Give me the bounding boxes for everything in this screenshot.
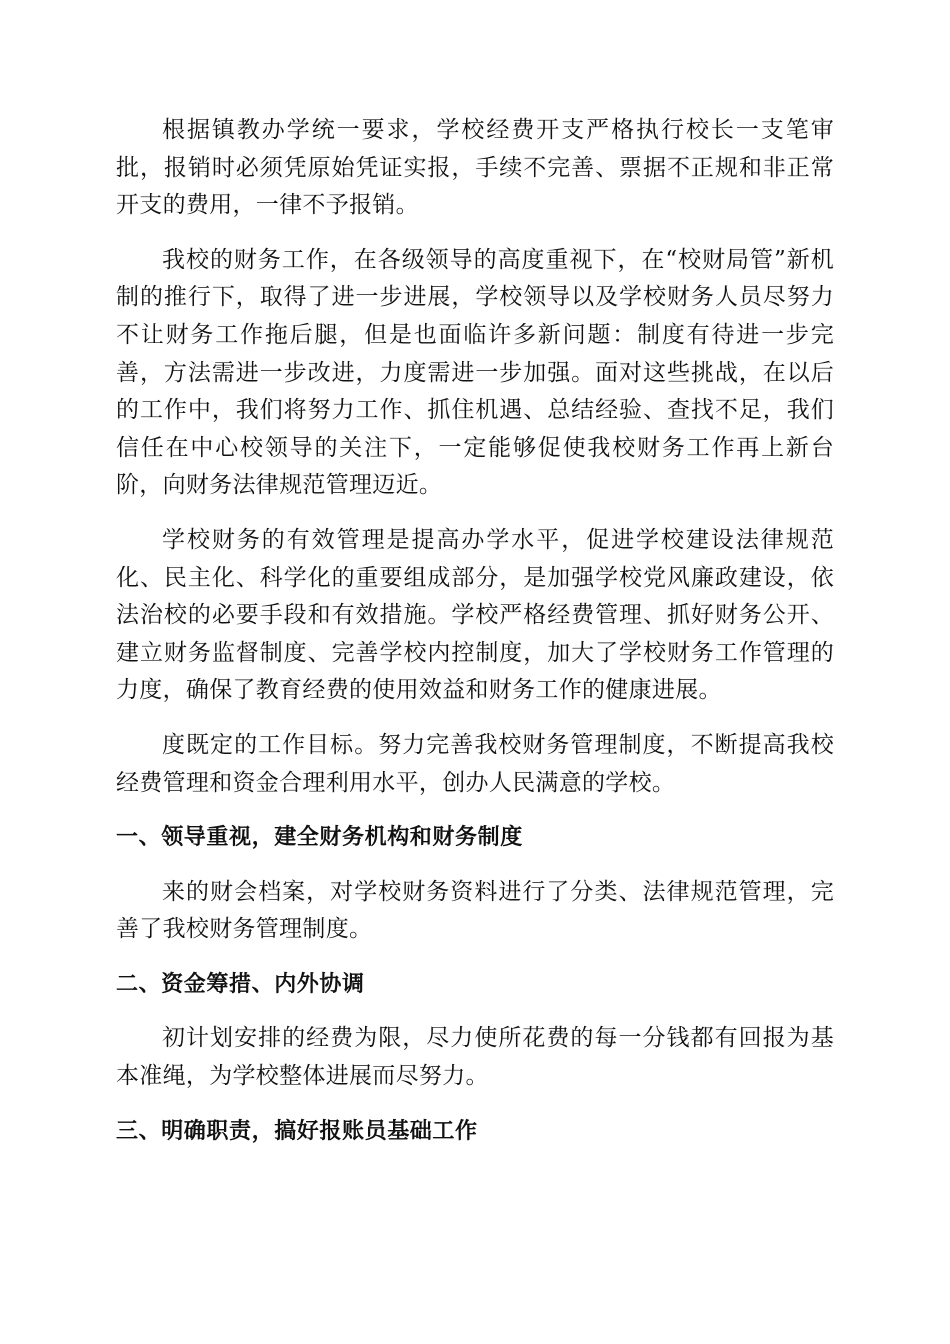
section-heading-3: 三、明确职责，搞好报账员基础工作 [116, 1118, 478, 1144]
paragraph-accounting-archives: 来的财会档案，对学校财务资料进行了分类、法律规范管理，完善了我校财务管理制度。 [116, 878, 834, 943]
paragraph-work-goals: 度既定的工作目标。努力完善我校财务管理制度，不断提高我校经费管理和资金合理利用水平，创办人民满意的学校。 [116, 731, 834, 796]
section-heading-2: 二、资金筹措、内外协调 [116, 971, 365, 997]
paragraph-effective-management: 学校财务的有效管理是提高办学水平，促进学校建设法律规范化、民主化、科学化的重要组成部分，是加强学校党风廉政建设，依法治校的必要手段和有效措施。学校严格经费管理、抓好财务公开、建立财务监督制度、完善学校内控制度，加大了学校财务工作管理的力度，确保了教育经费的使用效益和财务工作的健康进展。 [116, 526, 834, 704]
document-page [116, 112, 834, 1167]
section-heading-1: 一、领导重视，建全财务机构和财务制度 [116, 825, 523, 851]
paragraph-budget-plan: 初计划安排的经费为限，尽力使所花费的每一分钱都有回报为基本准绳，为学校整体进展而尽努力。 [116, 1025, 834, 1090]
paragraph-finance-work-overview: 我校的财务工作，在各级领导的高度重视下，在“校财局管”新机制的推行下，取得了进一步进展，学校领导以及学校财务人员尽努力不让财务工作拖后腿，但是也面临许多新问题：制度有待进一步完善，方法需进一步改进，力度需进一步加强。面对这些挑战，在以后的工作中，我们将努力工作、抓住机遇、总结经验、查找不足，我们信任在中心校领导的关注下，一定能够促使我校财务工作再上新台阶，向财务法律规范管理迈近。 [116, 246, 834, 499]
paragraph-approval-rules: 根据镇教办学统一要求，学校经费开支严格执行校长一支笔审批，报销时必须凭原始凭证实报，手续不完善、票据不正规和非正常开支的费用，一律不予报销。 [116, 117, 834, 219]
